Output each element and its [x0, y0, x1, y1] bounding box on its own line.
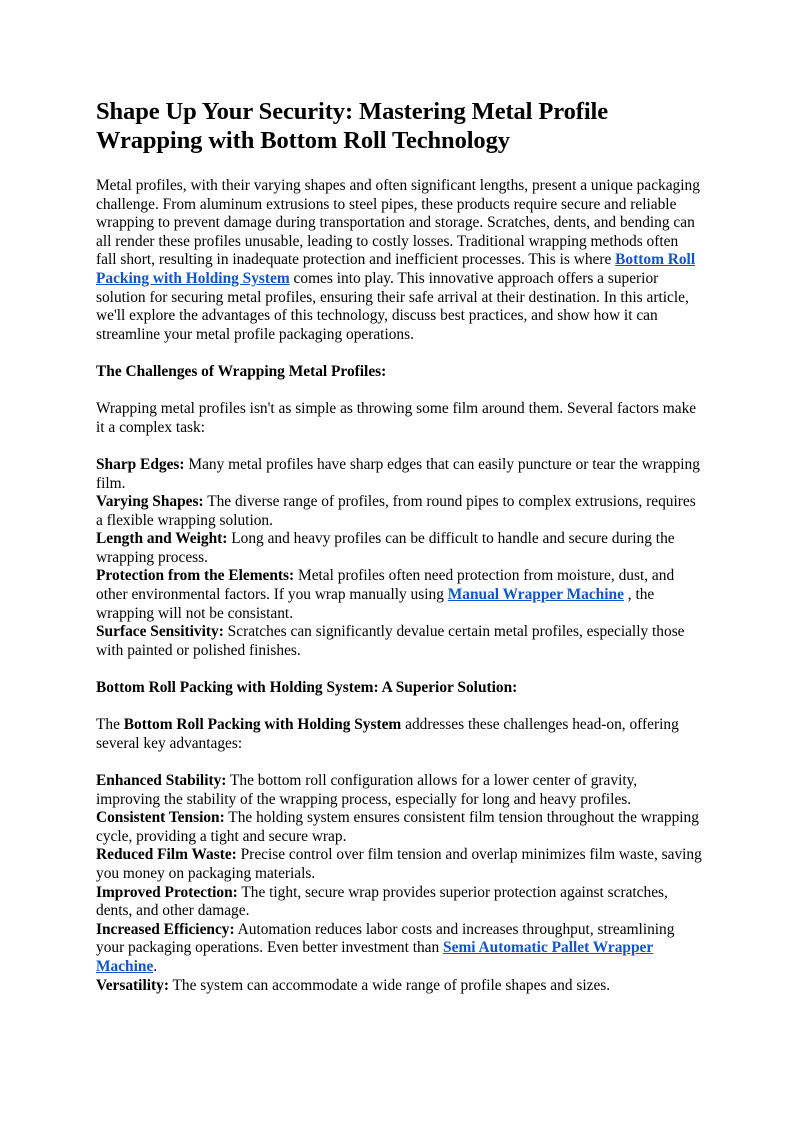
advantage-item: Consistent Tension: The holding system ensures consistent film tension throughout the wrapping cycle, providing a tight and secure wrap.	[96, 809, 699, 845]
advantage-item: Improved Protection: The tight, secure wrap provides superior protection against scratches, dents, and other damage.	[96, 883, 668, 920]
manual-wrapper-machine-link[interactable]: Manual Wrapper Machine	[447, 586, 624, 604]
bottom-roll-packing-link[interactable]: Bottom Roll Packing with Holding System	[96, 251, 696, 287]
advantage-item: Reduced Film Waste: Precise control over film tension and overlap minimizes film waste, saving you money on packaging materials.	[96, 846, 702, 882]
document-page	[96, 97, 702, 995]
challenge-item: Length and Weight: Long and heavy profiles can be difficult to handle and secure during the wrapping process.	[96, 530, 675, 566]
intro-text-before: Metal profiles, with their varying shapes and often significant lengths, present a unique packaging challenge. From aluminum extrusions to steel pipes, these products require secure and reliable wrapping to prevent damage during transportation and storage. Scratches, dents, and bending can all render these profiles unusable, leading to costly losses. Traditional wrapping methods often fall short, resulting in inadequate protection and inefficient processes. This is where	[96, 177, 700, 269]
semi-automatic-pallet-wrapper-link[interactable]: Semi Automatic Pallet Wrapper Machine	[96, 939, 654, 975]
advantage-item: Enhanced Stability: The bottom roll configuration allows for a lower center of gravity, improving the stability of the wrapping process, especially for long and heavy profiles.	[96, 772, 638, 808]
section-heading-solution: Bottom Roll Packing with Holding System: A Superior Solution:	[96, 679, 518, 697]
advantage-item: Versatility: The system can accommodate a wide range of profile shapes and sizes.	[96, 976, 611, 994]
intro-paragraph	[96, 177, 702, 344]
section-heading-challenges: The Challenges of Wrapping Metal Profiles:	[96, 362, 387, 380]
solution-lead: The Bottom Roll Packing with Holding System addresses these challenges head-on, offering several key advantages:	[96, 716, 679, 752]
challenge-item: Sharp Edges: Many metal profiles have sharp edges that can easily puncture or tear the wrapping film.	[96, 455, 700, 492]
challenge-item: Protection from the Elements: Metal profiles often need protection from moisture, dust, and other environmental factors. If you wrap manually using Manual Wrapper Machine , the wrapping will not be consistant.	[96, 567, 675, 622]
advantage-item: Increased Efficiency: Automation reduces labor costs and increases throughput, streamlining your packaging operations. Even better investment than Semi Automatic Pallet Wrapper Machine.	[96, 920, 675, 975]
challenges-lead: Wrapping metal profiles isn't as simple as throwing some film around them. Several factors make it a complex task:	[96, 400, 697, 436]
challenge-item: Varying Shapes: The diverse range of profiles, from round pipes to complex extrusions, requires a flexible wrapping solution.	[96, 493, 696, 529]
challenge-item: Surface Sensitivity: Scratches can significantly devalue certain metal profiles, especially those with painted or polished finishes.	[96, 623, 685, 659]
page-title: Shape Up Your Security: Mastering Metal Profile Wrapping with Bottom Roll Technology	[96, 98, 609, 154]
intro-text-after: comes into play. This innovative approach offers a superior solution for securing metal profiles, ensuring their safe arrival at their destination. In this article, we'll explore the advantages of this technology, discuss best practices, and show how it can streamline your metal profile packaging operations.	[96, 269, 689, 343]
